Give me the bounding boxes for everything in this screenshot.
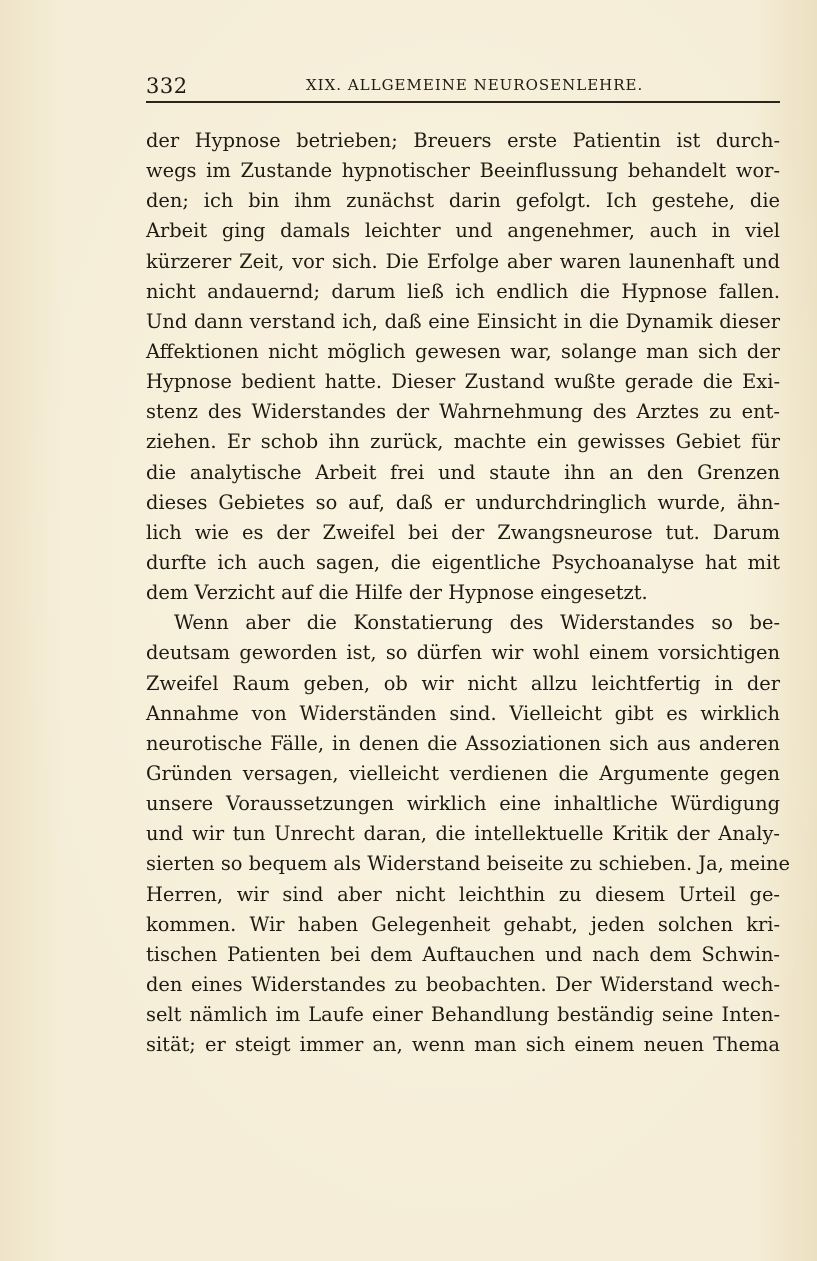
text-line: Arbeit ging damals leichter und angenehmer, auch in viel [146, 219, 780, 243]
text-line: dieses Gebietes so auf, daß er undurchdringlich wurde, ähn- [146, 490, 780, 514]
text-line: stenz des Widerstandes der Wahrnehmung des Arztes zu ent- [146, 400, 780, 424]
text-line: kürzerer Zeit, vor sich. Die Erfolge aber waren launenhaft und [146, 249, 780, 273]
text-line: die analytische Arbeit frei und staute ihn an den Grenzen [146, 460, 780, 484]
text-line: den eines Widerstandes zu beobachten. Der Widerstand wech- [146, 972, 780, 996]
text-line: wegs im Zustande hypnotischer Beeinflussung behandelt wor- [146, 159, 780, 183]
text-line: Hypnose bedient hatte. Dieser Zustand wußte gerade die Exi- [146, 370, 780, 394]
text-line: Annahme von Widerständen sind. Vielleicht gibt es wirklich [146, 701, 780, 725]
text-line: deutsam geworden ist, so dürfen wir wohl einem vorsichtigen [146, 641, 780, 665]
text-line: Gründen versagen, vielleicht verdienen die Argumente gegen [146, 761, 780, 785]
body-text [146, 126, 790, 1060]
text-line: Affektionen nicht möglich gewesen war, solange man sich der [146, 339, 780, 363]
text-line: Wenn aber die Konstatierung des Widerstandes so be- [174, 611, 780, 635]
text-line: selt nämlich im Laufe einer Behandlung beständig seine Inten- [146, 1003, 780, 1027]
text-line: Zweifel Raum geben, ob wir nicht allzu leichtfertig in der [146, 671, 780, 695]
text-line: lich wie es der Zweifel bei der Zwangsneurose tut. Darum [146, 520, 780, 544]
text-line: sierten so bequem als Widerstand beiseite zu schieben. Ja, meine [146, 852, 790, 876]
text-line: Und dann verstand ich, daß eine Einsicht in die Dynamik dieser [146, 309, 780, 333]
text-line: Herren, wir sind aber nicht leichthin zu diesem Urteil ge- [146, 882, 780, 906]
text-line: den; ich bin ihm zunächst darin gefolgt. Ich gestehe, die [146, 189, 780, 213]
text-line: dem Verzicht auf die Hilfe der Hypnose eingesetzt. [146, 581, 648, 605]
text-line: ziehen. Er schob ihn zurück, machte ein gewisses Gebiet für [146, 430, 780, 454]
page-header [146, 72, 780, 102]
text-line: nicht andauernd; darum ließ ich endlich die Hypnose fallen. [146, 279, 780, 303]
header-rule [146, 101, 780, 103]
text-line: tischen Patienten bei dem Auftauchen und nach dem Schwin- [146, 942, 780, 966]
text-line: neurotische Fälle, in denen die Assoziationen sich aus anderen [146, 731, 780, 755]
text-line: und wir tun Unrecht daran, die intellektuelle Kritik der Analy- [146, 822, 780, 846]
text-line: durfte ich auch sagen, die eigentliche Psychoanalyse hat mit [146, 550, 780, 574]
page-number: 332 [146, 74, 188, 98]
text-line: kommen. Wir haben Gelegenheit gehabt, jeden solchen kri- [146, 912, 780, 936]
text-line: unsere Voraussetzungen wirklich eine inhaltliche Würdigung [146, 792, 780, 816]
text-line: der Hypnose betrieben; Breuers erste Patientin ist durch- [146, 129, 780, 152]
text-line: sität; er steigt immer an, wenn man sich einem neuen Thema [146, 1033, 780, 1057]
running-title: XIX. ALLGEMEINE NEUROSENLEHRE. [306, 76, 644, 94]
